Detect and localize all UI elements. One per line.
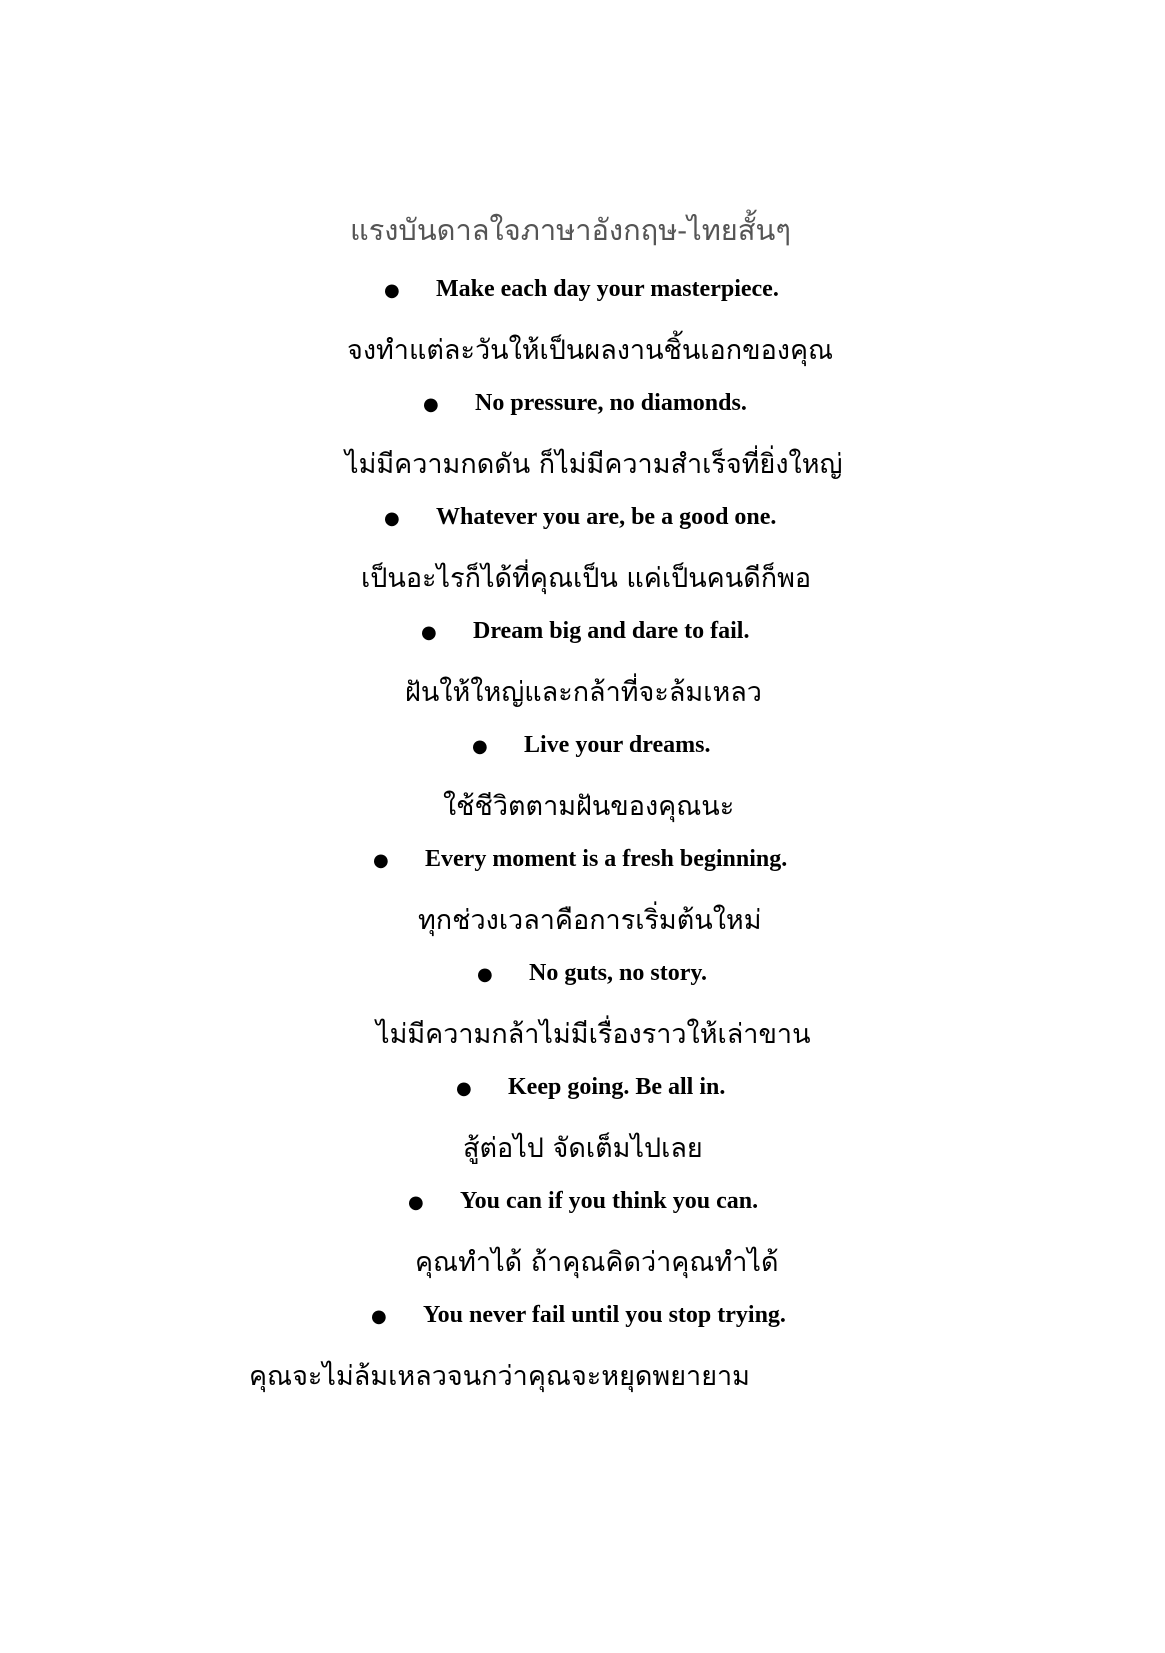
quote-english: Make each day your masterpiece. xyxy=(436,276,779,302)
quote-english: No guts, no story. xyxy=(529,960,708,986)
bullet-icon: ● xyxy=(371,1306,387,1327)
quote-english: No pressure, no diamonds. xyxy=(475,390,747,416)
document-title: แรงบันดาลใจภาษาอังกฤษ-ไทยสั้นๆ xyxy=(350,213,791,247)
quote-english: Live your dreams. xyxy=(524,732,711,758)
bullet-icon: ● xyxy=(456,1078,472,1099)
bullet-icon: ● xyxy=(477,964,493,985)
quote-thai: คุณจะไม่ล้มเหลวจนกว่าคุณจะหยุดพยายาม xyxy=(249,1361,750,1392)
quote-english: You can if you think you can. xyxy=(460,1188,759,1214)
bullet-icon: ● xyxy=(423,394,439,415)
bullet-icon: ● xyxy=(373,850,389,871)
quote-thai: ไม่มีความกล้าไม่มีเรื่องราวให้เล่าขาน xyxy=(376,1019,811,1050)
quote-thai: คุณทำได้ ถ้าคุณคิดว่าคุณทำได้ xyxy=(415,1247,779,1278)
quote-thai: ฝันให้ใหญ่และกล้าที่จะล้มเหลว xyxy=(405,677,762,708)
quote-thai: จงทำแต่ละวันให้เป็นผลงานชิ้นเอกของคุณ xyxy=(347,335,834,366)
bullet-icon: ● xyxy=(472,736,488,757)
quote-english: Every moment is a fresh beginning. xyxy=(425,846,788,872)
quote-english: Dream big and dare to fail. xyxy=(473,618,750,644)
bullet-icon: ● xyxy=(384,280,400,301)
bullet-icon: ● xyxy=(384,508,400,529)
quote-thai: สู้ต่อไป จัดเต็มไปเลย xyxy=(463,1133,703,1164)
quote-thai: เป็นอะไรก็ได้ที่คุณเป็น แค่เป็นคนดีก็พอ xyxy=(361,563,812,594)
bullet-icon: ● xyxy=(421,622,437,643)
quote-thai: ทุกช่วงเวลาคือการเริ่มต้นใหม่ xyxy=(418,905,762,936)
quote-english: Keep going. Be all in. xyxy=(508,1074,726,1100)
bullet-icon: ● xyxy=(408,1192,424,1213)
quote-thai: ใช้ชีวิตตามฝันของคุณนะ xyxy=(443,791,735,822)
quote-english: Whatever you are, be a good one. xyxy=(436,504,777,530)
quote-english: You never fail until you stop trying. xyxy=(423,1302,786,1328)
quote-thai: ไม่มีความกดดัน ก็ไม่มีความสำเร็จที่ยิ่งใหญ่ xyxy=(345,449,843,480)
